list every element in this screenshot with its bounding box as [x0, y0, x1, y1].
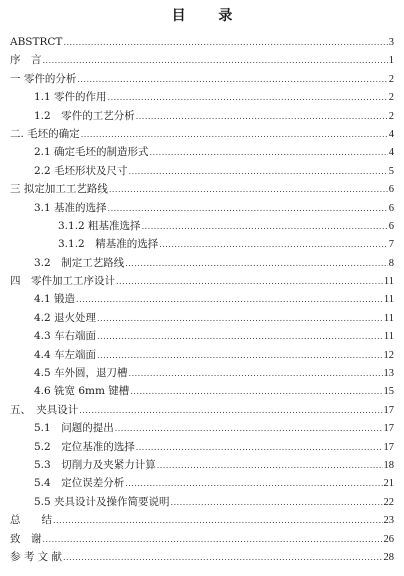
- toc-entry-label: 3.1 基准的选择: [34, 201, 107, 214]
- toc-entry[interactable]: [10, 493, 394, 511]
- toc-entry-label: 五、 夹具设计: [10, 403, 79, 416]
- toc-entry-label: 1.2 零件的工艺分析: [34, 109, 135, 122]
- toc-leader-dots: [108, 200, 388, 218]
- toc-entry-page-number: 15: [383, 386, 394, 398]
- toc-leader-dots: [79, 402, 382, 420]
- toc-leader-dots: [125, 255, 388, 273]
- toc-entry-label: 5.5 夹具设计及操作简要说明: [34, 495, 170, 508]
- toc-entry[interactable]: [10, 382, 394, 400]
- toc-entry-label: 一 零件的分析: [10, 72, 77, 85]
- toc-entry-page-number: 23: [383, 515, 394, 527]
- toc-entry-label: 二. 毛坯的确定: [10, 127, 80, 140]
- toc-entry-label: 参 考 文 献: [10, 550, 63, 563]
- toc-leader-dots: [130, 383, 382, 401]
- toc-leader-dots: [136, 439, 383, 457]
- toc-entry-page-number: 17: [383, 441, 394, 453]
- toc-leader-dots: [43, 531, 383, 549]
- toc-entry[interactable]: [10, 70, 394, 88]
- toc-title: 目 录: [171, 8, 247, 24]
- toc-entry-label: 3.1.2 粗基准选择: [58, 219, 141, 232]
- toc-leader-dots: [97, 310, 383, 328]
- toc-entry[interactable]: [10, 88, 394, 106]
- toc-entry-page-number: 7: [388, 239, 394, 251]
- toc-leader-dots: [63, 34, 387, 52]
- toc-leader-dots: [97, 347, 382, 365]
- toc-entry[interactable]: [10, 199, 394, 217]
- toc-entry[interactable]: [10, 438, 394, 456]
- toc-entry-page-number: 4: [388, 128, 394, 140]
- toc-entry-label: 4.2 退火处理: [34, 311, 97, 324]
- toc-leader-dots: [115, 420, 383, 438]
- toc-entry-label: 三 拟定加工工艺路线: [10, 183, 108, 196]
- toc-entry-label: 3.2 制定工艺路线: [34, 256, 125, 269]
- toc-entry-page-number: 6: [388, 220, 394, 232]
- toc-leader-dots: [129, 163, 388, 181]
- toc-leader-dots: [157, 457, 383, 475]
- toc-leader-dots: [76, 291, 383, 309]
- toc-entry-page-number: 11: [383, 331, 394, 343]
- toc-entry-label: 5.3 切削力及夹紧力计算: [34, 458, 156, 471]
- toc-entry-label: 5.4 定位误差分析: [34, 477, 125, 490]
- toc-entry-page-number: 3: [388, 37, 394, 48]
- toc-entry-label: ABSTRCT: [10, 36, 63, 48]
- toc-leader-dots: [53, 512, 383, 530]
- toc-leader-dots: [136, 108, 388, 126]
- toc-entry[interactable]: [10, 327, 394, 345]
- toc-entry-label: 致 谢: [10, 532, 42, 545]
- toc-entry-label: 4.1 锻造: [34, 293, 76, 306]
- toc-entry-label: 4.6 铣宽 6mm 键槽: [34, 385, 130, 398]
- toc-entry-page-number: 1: [388, 55, 394, 67]
- toc-entry-label: 5.1 问题的提出: [34, 422, 114, 435]
- toc-entry[interactable]: [10, 530, 394, 548]
- toc-leader-dots: [116, 273, 383, 291]
- toc-leader-dots: [171, 494, 383, 512]
- toc-entry-label: 2.1 确定毛坯的制造形式: [34, 146, 149, 159]
- toc-entry-page-number: 17: [383, 423, 394, 435]
- toc-entry-page-number: 2: [388, 110, 394, 122]
- toc-entry-page-number: 8: [388, 257, 394, 269]
- toc-entry-page-number: 6: [388, 184, 394, 196]
- toc-entry-page-number: 12: [383, 349, 394, 361]
- toc-leader-dots: [125, 475, 382, 493]
- toc-entry-page-number: 22: [383, 496, 394, 508]
- toc-entry[interactable]: [10, 290, 394, 308]
- toc-entry[interactable]: [10, 217, 394, 235]
- toc-entry[interactable]: [10, 143, 394, 161]
- toc-leader-dots: [129, 365, 383, 383]
- toc-entry[interactable]: [10, 254, 394, 272]
- toc-entry[interactable]: [10, 474, 394, 492]
- toc-entry-page-number: 5: [388, 165, 394, 177]
- toc-leader-dots: [150, 144, 388, 162]
- toc-entry[interactable]: [10, 125, 394, 143]
- toc-entry-page-number: 6: [388, 202, 394, 214]
- toc-entry[interactable]: [10, 401, 394, 419]
- toc-entry[interactable]: [10, 548, 394, 566]
- toc-leader-dots: [97, 328, 383, 346]
- toc-leader-dots: [63, 549, 382, 567]
- toc-entry-page-number: 13: [383, 368, 394, 380]
- toc-leader-dots: [159, 236, 388, 254]
- toc-leader-dots: [81, 126, 388, 144]
- toc-entry[interactable]: [10, 346, 394, 364]
- toc-entry[interactable]: [10, 456, 394, 474]
- toc-entry-page-number: 18: [383, 459, 394, 471]
- toc-leader-dots: [43, 52, 388, 70]
- toc-entry[interactable]: [10, 33, 394, 51]
- toc-entry-page-number: 26: [383, 533, 394, 545]
- toc-entry-label: 总 结: [10, 514, 52, 527]
- toc-entry-page-number: 2: [388, 73, 394, 85]
- toc-entry-page-number: 17: [383, 404, 394, 416]
- toc-leader-dots: [108, 89, 388, 107]
- toc-entry[interactable]: [10, 107, 394, 125]
- toc-entry[interactable]: [10, 364, 394, 382]
- toc-entry-page-number: 4: [388, 147, 394, 159]
- toc-entry-label: 2.2 毛坯形状及尺寸: [34, 164, 128, 177]
- toc-entry[interactable]: [10, 511, 394, 529]
- toc-entry[interactable]: [10, 162, 394, 180]
- toc-entry-label: 4.5 车外圆，退刀槽: [34, 367, 128, 380]
- toc-entry-label: 5.2 定位基准的选择: [34, 440, 135, 453]
- toc-entry[interactable]: [10, 235, 394, 253]
- toc-entry[interactable]: [10, 272, 394, 290]
- toc-entry[interactable]: [10, 309, 394, 327]
- toc-entry-page-number: 2: [388, 92, 394, 104]
- toc-entry[interactable]: [10, 419, 394, 437]
- toc-entry-page-number: 11: [383, 294, 394, 306]
- toc-entry-page-number: 11: [383, 312, 394, 324]
- toc-entry-label: 四 零件加工工序设计: [10, 275, 115, 288]
- toc-entry[interactable]: [10, 180, 394, 198]
- toc-leader-dots: [77, 71, 387, 89]
- toc-entry-page-number: 28: [383, 551, 394, 563]
- toc-entry-page-number: 11: [383, 276, 394, 288]
- toc-entry-page-number: 21: [383, 478, 394, 490]
- toc-list: [10, 33, 394, 566]
- toc-entry-label: 序 言: [10, 54, 42, 67]
- toc-entry-label: 3.1.2 精基准的选择: [58, 238, 159, 251]
- toc-leader-dots: [142, 218, 388, 236]
- toc-entry[interactable]: [10, 51, 394, 69]
- toc-entry-label: 1.1 零件的作用: [34, 91, 107, 104]
- toc-leader-dots: [109, 181, 388, 199]
- toc-entry-label: 4.3 车右端面: [34, 330, 97, 343]
- toc-entry-label: 4.4 车左端面: [34, 348, 97, 361]
